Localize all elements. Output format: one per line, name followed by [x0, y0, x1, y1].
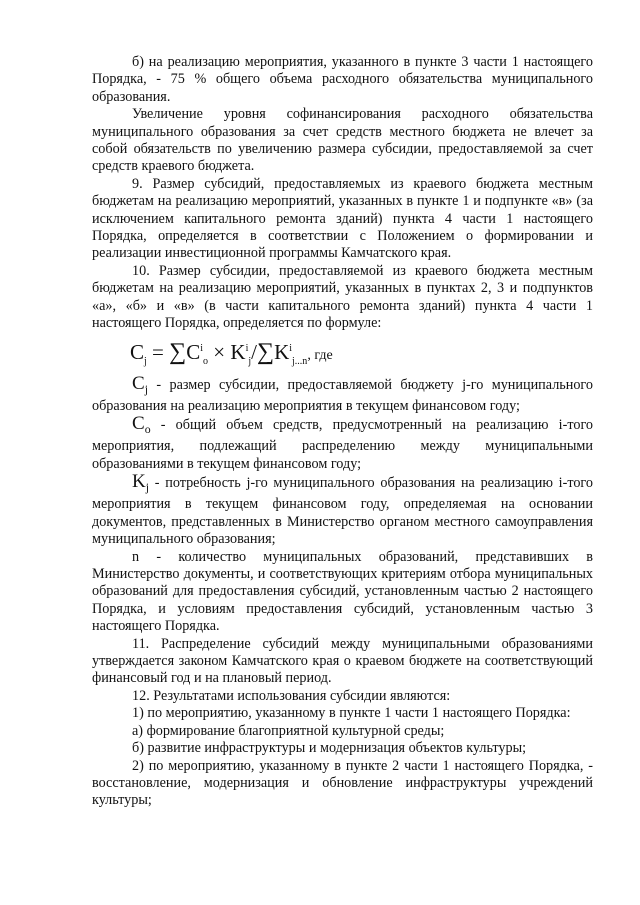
paragraph-10: 10. Размер субсидии, предоставляемой из краевого бюджета местным бюджетам на реализацию мероприятий, указанных в пунктах 2, 3 и подпунктов «а», «б» и «в» (в части капитального ремонта зданий) пункта 4 части 1 настоящего Порядка, определяется по формуле: — [92, 262, 593, 332]
formula-lhs-sub: j — [144, 355, 147, 367]
formula-where: , где — [307, 347, 333, 363]
definition-symbol: K — [132, 471, 146, 493]
formula-k2: K — [274, 339, 290, 364]
definition-co — [92, 415, 593, 473]
formula-k: K — [230, 339, 246, 364]
formula-sigma-2: ∑ — [256, 338, 275, 365]
list-item-1a: а) формирование благоприятной культурной среды; — [132, 722, 445, 739]
definition-symbol-sub: o — [144, 421, 151, 436]
formula-k-sup: i — [245, 342, 249, 354]
formula-times: × — [213, 339, 226, 364]
paragraph-12: 12. Результатами использования субсидии являются: — [132, 687, 451, 704]
definition-symbol: C — [132, 372, 145, 394]
formula-eq: = — [152, 339, 164, 364]
definition-symbol: C — [132, 413, 145, 435]
formula-k2-sup: i — [289, 342, 293, 354]
definition-symbol-sub: j — [145, 480, 150, 495]
definition-symbol: n — [132, 548, 140, 565]
definition-n — [92, 549, 593, 636]
formula-lhs: C — [130, 339, 145, 364]
formula-c-sub: o — [203, 355, 209, 367]
paragraph-9: 9. Размер субсидий, предоставляемых из краевого бюджета местным бюджетам на реализацию мероприятий, указанных в пункте 1 и подпункте «в» (за исключением капитального ремонта зданий) пункта 4 части 1 настоящего Порядка, определяется в соответствии с Положением о формировании и реализации инвестиционной программы Камчатского края. — [92, 175, 593, 262]
list-item-1b: б) развитие инфраструктуры и модернизация объектов культуры; — [132, 740, 527, 757]
formula-c: C — [186, 339, 201, 364]
definition-text: - потребность j-го муниципального образования на реализацию i-того мероприятия в текущем финансовом году, определяемая на основании документов, представленных в Министерство органом местного самоуправления муниципального образования; — [92, 475, 593, 548]
formula-c-sup: i — [200, 342, 204, 354]
formula-slash: / — [251, 339, 257, 364]
list-item-1: 1) по мероприятию, указанному в пункте 1 части 1 настоящего Порядка: — [132, 705, 571, 722]
subsidy-formula — [130, 337, 593, 371]
definition-text: - общий объем средств, предусмотренный на реализацию i-того мероприятия, подлежащий распределению между муниципальными образованиями в текущем финансовом году; — [92, 417, 593, 472]
definition-text: - количество муниципальных образований, представивших в Министерство документы, и соответствующих критериям отбора муниципальных образований для предоставления субсидий, установленным частью 2 настоящего Порядка, и условиям предоставления субсидий, установленным частью 3 настоящего Порядка. — [92, 548, 593, 635]
definition-symbol-sub: j — [144, 381, 148, 396]
formula-sigma-1: ∑ — [169, 338, 187, 365]
definition-text: - размер субсидии, предоставляемой бюджету j-го муниципального образования на реализацию мероприятия в текущем финансовом году; — [92, 376, 593, 414]
paragraph-6b: б) на реализацию мероприятия, указанного в пункте 3 части 1 настоящего Порядка, - 75 % общего объема расходного обязательства муниципального образования. — [92, 54, 593, 105]
list-item-2: 2) по мероприятию, указанному в пункте 2 части 1 настоящего Порядка, - восстановление, модернизация и обновление инфраструктуры учреждений культуры; — [92, 757, 593, 809]
definition-kj — [92, 473, 593, 548]
formula-k2-sub: j...n — [292, 355, 308, 367]
paragraph-11: 11. Распределение субсидий между муниципальными образованиями утверждается законом Камчатского края о краевом бюджете на соответствующий финансовый год и на плановый период. — [92, 635, 593, 687]
paragraph-cofinancing: Увеличение уровня софинансирования расходного обязательства муниципального образования за счет средств местного бюджета не влечет за собой обязательств по увеличению размера субсидии, предоставляемой за счет средств краевого бюджета. — [92, 106, 593, 175]
formula-k-sub: j — [248, 355, 252, 367]
definition-cj — [92, 372, 593, 416]
